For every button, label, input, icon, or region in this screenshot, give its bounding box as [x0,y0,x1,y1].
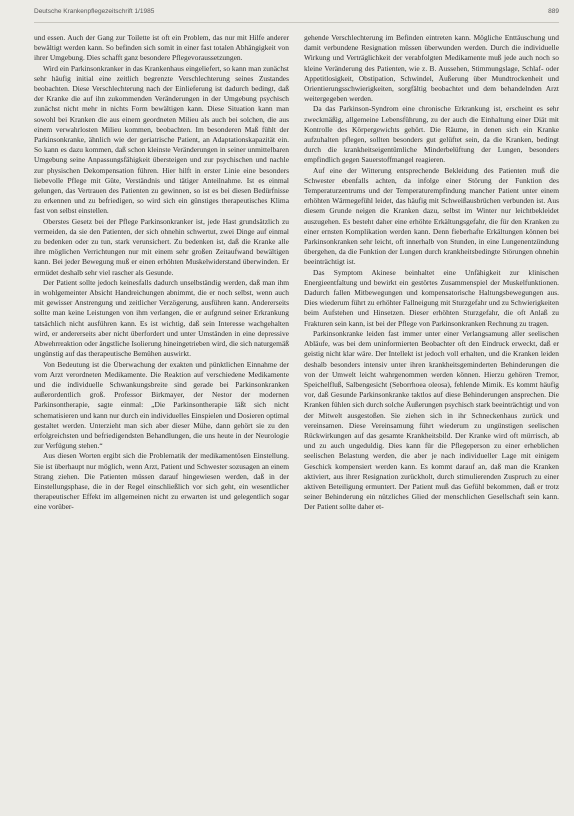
paragraph: Oberstes Gesetz bei der Pflege Parkinsonkranker ist, jede Hast grundsätzlich zu vermeiden, da sie den Patienten, der sich ohnehin schwertut, zwei Dinge auf einmal zu bedenken oder zu tun, stark verunsichert. Zu bedenken ist, daß die Kranke alle ihre möglichen Verrichtungen nur mit einem sehr großen Zeitaufwand bewältigen kann. Bei jeder Bewegung muß er einen erhöhten Muskelwiderstand überwinden. Er ermüdet deshalb sehr viel rascher als Gesunde. [34,216,289,277]
journal-title: Deutsche Krankenpflegezeitschrift 1/1985 [34,8,155,15]
paragraph: Der Patient sollte jedoch keinesfalls dadurch unselbständig werden, daß man ihm in wohlgemeinter Absicht Handreichungen abnimmt, die er noch selbst, wenn auch mit gewisser Anstrengung und zeitlicher Verzögerung, ausführen kann. Andererseits sollte man keine Leistungen von ihm verlangen, die er aufgrund seiner Erkrankung tatsächlich nicht ausführen kann. Es ist wichtig, daß sein Interesse wachgehalten wird, er andererseits aber nicht überfordert und unter Umständen in eine depressive Abwehrreaktion oder ängstliche Isolierung hineingetrieben wird, die sich naturgemäß ungünstig auf das therapeutische Bemühen auswirkt. [34,277,289,359]
paragraph: Da das Parkinson-Syndrom eine chronische Erkrankung ist, erscheint es sehr zweckmäßig, allgemeine Lebensführung, zu der auch die Einhaltung einer Diät mit Kontrolle des Körpergewichts gehört. Die Räume, in denen sich ein Kranke aufzuhalten pflegen, sollten besonders gut gelüftet sein, da die Kranken, bedingt durch die krankheitseigentümliche Minderbelüftung der Lungen, besonders empfindlich gegen Sauerstoffmangel reagieren. [304,104,559,165]
paragraph: Aus diesen Worten ergibt sich die Problematik der medikamentösen Einstellung. Sie ist überhaupt nur möglich, wenn Arzt, Patient und Schwester sozusagen an einem Strang ziehen. Die Patienten müssen darauf hingewiesen werden, daß in der Einstellungsphase, die in der Regel einschließlich vor sich geht, ein wesentlicher therapeutischer Effekt im allgemeinen nicht zu erwarten ist und gelegentlich sogar eine vorüber- [34,451,289,512]
text-columns [34,33,559,803]
paragraph: Parkinsonkranke leiden fast immer unter einer Verlangsamung aller seelischen Abläufe, was bei dem uninformierten Beobachter oft den Eindruck erweckt, daß er geistig nicht klar wäre. Der Intellekt ist jedoch voll erhalten, und die Kranken leiden deshalb besonders intensiv unter ihren krankheitsgeminderten Behinderungen die von der Umwelt leicht wahrgenommen werden können. Hierzu gehören Tremor, Speichelfluß, Salbengesicht (Seborrhoea oleosa), fehlende Mimik. Es kommt häufig vor, daß Gesunde Parkinsonkranke taktlos auf diese Behinderungen ansprechen. Die Kranken fühlen sich durch solche Äußerungen psychisch stark beeinträchtigt und von der Mitwelt ausgestoßen. Sie ziehen sich in ihr Schneckenhaus zurück und vereinsamen. Diese Vereinsamung führt wiederum zu ungünstigen seelischen Rückwirkungen auf das gesamte Krankheitsbild. Der Kranke wird oft mürrisch, ab und zu auch ungeduldig. Dies kann für die Pflegeperson zu einer erheblichen seelischen Belastung werden, die aber je nach individueller Lage mit einigem Geschick kompensiert werden kann. Es kommt darauf an, daß man die Kranken aktiviert, aus ihrer Resignation zurückholt, durch stimulierenden Zuspruch zu einer aktiven Beteiligung ermuntert. Der Patient muß das Gefühl bekommen, daß er trotz seiner Behinderung ein nützliches Glied der menschlichen Gesellschaft sein kann. Der Patient sollte daher et- [304,328,559,512]
page-number: 889 [548,8,559,15]
left-column [34,33,289,803]
right-column [304,33,559,803]
paragraph: Auf eine der Witterung entsprechende Bekleidung des Patienten muß die Schwester ebenfalls achten, da infolge einer Störung der Funktion des Temperaturzentrums und der Temperaturempfindung mancher Patient unter einem erhöhten Wärmegefühl leidet, das häufig mit Schweißausbrüchen verbunden ist. Aus diesem Grunde neigen die Kranken dazu, selbst im Winter nur leichtbekleidet auszugehen. Es besteht daher eine erhöhte Erkältungsgefahr, die für den Kranken zu einer ernsten Komplikation werden kann. Denn fieberhafte Erkältungen können bei Parkinsonkranken sehr leicht, oft innerhalb von Stunden, in eine Lungenentzündung übergehen, da die Funktion der Lungen durch krankheitsbedingte Störungen ohnehin beeinträchtigt ist. [304,165,559,267]
paragraph: Von Bedeutung ist die Überwachung der exakten und pünktlichen Einnahme der vom Arzt verordneten Medikamente. Die Reaktion auf verschiedene Medikamente und die individuelle Schwankungsbreite sind gerade bei Parkinsonkranken außerordentlich groß. Professor Birkmayer, der Nestor der modernen Parkinsontherapie, sagte einmal: „Die Parkinsontherapie läßt sich nicht schematisieren und kann nur durch ein individuelles Einspielen und Dosieren optimal gestaltet werden. Unterzieht man sich aber dieser Mühe, dann gehört sie zu den erfolgreichsten und befriedigendsten Behandlungen, die uns heute in der Neurologie zur Verfügung stehen.“ [34,359,289,451]
paragraph: Das Symptom Akinese beinhaltet eine Unfähigkeit zur klinischen Energieentfaltung und bewirkt ein gestörtes Zusammenspiel der Muskelfunktionen. Dadurch fallen Mitbewegungen und kompensatorische Haltungsbewegungen aus. Dies wiederum führt zu erhöhter Fallneigung mit Sturzgefahr und zu Schwierigkeiten beim Aufstehen und Hinsetzen. Dieser erhöhten Sturzgefahr, die oft Anlaß zu Frakturen sein kann, ist bei der Pflege von Parkinsonkranken Rechnung zu tragen. [304,267,559,328]
paragraph: gehende Verschlechterung im Befinden eintreten kann. Mögliche Enttäuschung und damit verbundene Resignation müssen überwunden werden. Durch die individuelle Wirkung und Verträglichkeit der verabfolgten Medikamente muß jede auch noch so kleine Veränderung des Patienten, wie z. B. Aussehen, Stimmungslage, Schlaf- oder Appetitlosigkeit, Obstipation, Schwindel, Äußerung über Mundtrockenheit und Orientierungsschwierigkeiten, sorgfältig beobachtet und dem behandelnden Arzt weitergegeben werden. [304,33,559,104]
page-header [34,8,559,23]
paragraph: und essen. Auch der Gang zur Toilette ist oft ein Problem, das nur mit Hilfe anderer bewältigt werden kann. So befinden sich somit in einer fast totalen Abhängigkeit von ihrer Umgebung. Dies schafft ganz besondere Pflegevoraussetzungen. [34,33,289,63]
paragraph: Wird ein Parkinsonkranker in das Krankenhaus eingeliefert, so kann man zunächst sehr häufig initial eine zeitlich begrenzte Verschlechterung seines Zustandes beobachten. Diese Verschlechterung nach der Einlieferung ist dadurch bedingt, daß der Kranke die auf ihn zukommenden Veränderungen in der Umgebung psychisch zunächst nicht mehr in nichts Form bewältigen kann. Diese Situation kann man sowohl bei Kranken die aus einem geordneten Milieu als auch bei solchen, die aus einem verwahrlosten Milieu kommen, beobachten. Im besonderen Maß fühlt der Parkinsonkranke, ähnlich wie der geriatrische Patient, an Adaptationskapazität ein. So kann es dazu kommen, daß schon kleinste Veränderungen in seiner unmittelbaren Umgebung seine Anpassungsfähigkeit übersteigen und zur psychischen und nachle zur physischen Dekompensation führen. Hier hilft in erster Linie eine besonders liebevolle Pflege mit Güte, Verständnis und tätiger Anteilnahme. Ist es einmal gelungen, das Vertrauen des Patienten zu gewinnen, so ist es bei diesen Bedürfnisse zu erkennen und zu befriedigen, so wird sich ein günstiges therapeutisches Klima fast von selbst einstellen. [34,63,289,216]
